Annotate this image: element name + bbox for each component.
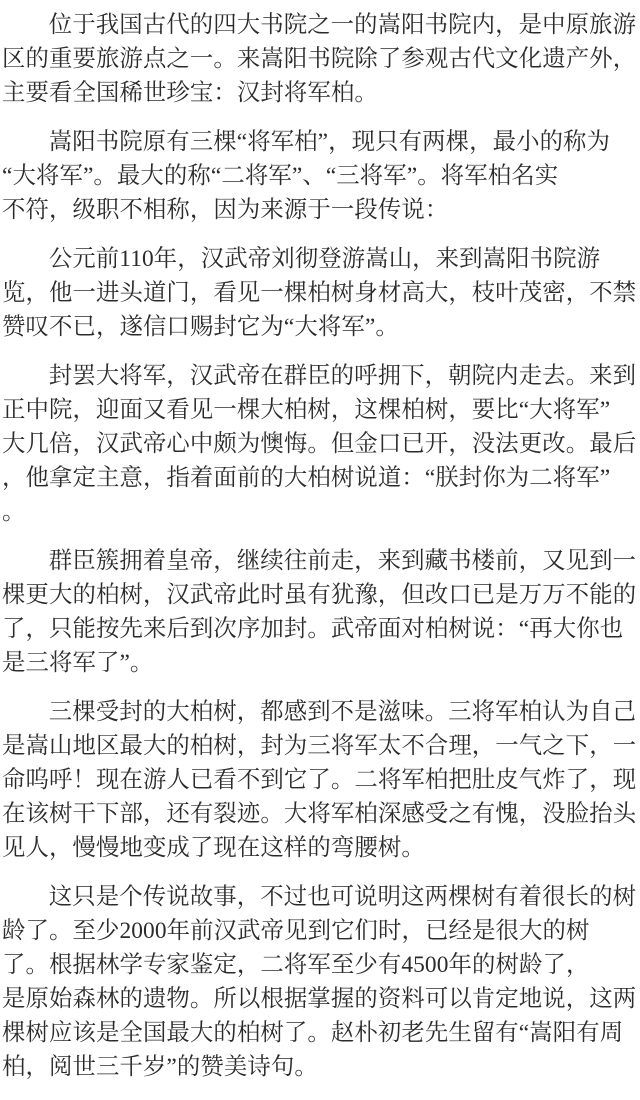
text-line: 三棵受封的大柏树，都感到不是滋味。三将军柏认为自己	[48, 699, 637, 725]
text-line: 正中院，迎面又看见一棵大柏树，这棵柏树，要比“大将军”	[2, 397, 611, 423]
text-line: 棵更大的柏树，汉武帝此时虽有犹豫，但改口已是万万不能的	[2, 582, 637, 608]
text-line: 区的重要旅游点之一。来嵩阳书院除了参观古代文化遗产外，	[2, 46, 637, 72]
text-line: 群臣簇拥着皇帝，继续往前走，来到藏书楼前，又见到一	[48, 548, 637, 574]
text-line: 主要看全国稀世珍宝：汉封将军柏。	[2, 80, 378, 106]
text-line: 。	[2, 499, 26, 525]
text-line: 了，只能按先来后到次序加封。武帝面对柏树说：“再大你也	[2, 616, 624, 642]
text-line: 封罢大将军，汉武帝在群臣的呼拥下，朝院内走去。来到	[48, 363, 637, 389]
text-line: 柏，阅世三千岁”的赞美诗句。	[2, 1054, 318, 1080]
text-line: 览，他一进头道门，看见一棵柏树身材高大，枝叶茂密，不禁	[2, 280, 637, 306]
text-line: 见人，慢慢地变成了现在这样的弯腰树。	[2, 835, 425, 861]
paragraph-trees-reaction	[2, 695, 638, 865]
paragraph-three-cypresses	[2, 125, 638, 227]
paragraph-intro	[2, 8, 638, 110]
paragraph-conclusion	[2, 880, 638, 1084]
text-line: ，他拿定主意，指着面前的大柏树说道：“朕封你为二将军”	[2, 465, 611, 491]
text-line: 是嵩山地区最大的柏树，封为三将军太不合理，一气之下，一	[2, 733, 637, 759]
paragraph-emperor-visit	[2, 242, 638, 344]
text-line: 龄了。至少2000年前汉武帝见到它们时，已经是很大的树	[2, 918, 590, 944]
text-line: 这只是个传说故事，不过也可说明这两棵树有着很长的树	[48, 884, 637, 910]
paragraph-third-general	[2, 544, 638, 680]
text-line: 位于我国古代的四大书院之一的嵩阳书院内，是中原旅游	[48, 12, 637, 38]
paragraph-second-general	[2, 359, 638, 529]
text-line: 命呜呼！现在游人已看不到它了。二将军柏把肚皮气炸了，现	[2, 767, 637, 793]
text-line: 不符，级职不相称，因为来源于一段传说：	[2, 197, 449, 223]
text-line: 是原始森林的遗物。所以根据掌握的资料可以肯定地说，这两	[2, 986, 637, 1012]
text-line: 大几倍，汉武帝心中颇为懊悔。但金口已开，没法更改。最后	[2, 431, 637, 457]
text-line: 赞叹不已，遂信口赐封它为“大将军”。	[2, 314, 399, 340]
text-line: 了。根据林学专家鉴定，二将军至少有4500年的树龄了，	[2, 952, 590, 978]
text-line: 嵩阳书院原有三棵“将军柏”，现只有两棵，最小的称为	[48, 129, 611, 155]
text-line: “大将军”。最大的称“二将军”、“三将军”。将军柏名实	[2, 163, 559, 189]
text-line: 是三将军了”。	[2, 650, 154, 676]
text-line: 在该树干下部，还有裂迹。大将军柏深感受之有愧，没脸抬头	[2, 801, 637, 827]
text-line: 棵树应该是全国最大的柏树了。赵朴初老先生留有“嵩阳有周	[2, 1020, 624, 1046]
text-line: 公元前110年，汉武帝刘彻登游嵩山，来到嵩阳书院游	[48, 246, 601, 272]
